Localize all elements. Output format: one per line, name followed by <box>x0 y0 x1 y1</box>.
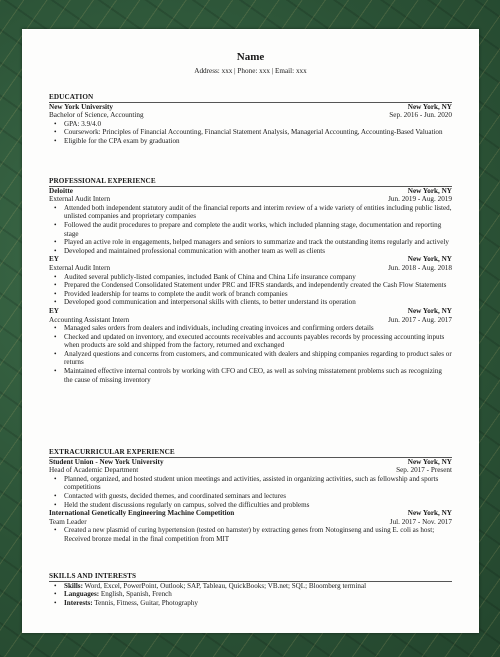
employer-name: EY <box>49 255 59 264</box>
job-role: External Audit Intern <box>49 195 111 204</box>
section-title: SKILLS AND INTERESTS <box>49 572 452 582</box>
bullet-item: • Developed good communication and interpersonal skills with clients, to better understand its operation <box>64 298 452 307</box>
bullet-item: • Eligible for the CPA exam by graduation <box>64 137 452 146</box>
bullet-item: • Played an active role in engagements, helped managers and seniors to summarize and track the outstanding items regularly and actively <box>64 238 452 247</box>
employer-location: New York, NY <box>407 306 452 315</box>
bullet-list <box>49 324 452 384</box>
bullet-list <box>49 204 452 256</box>
bullet-list <box>49 582 452 608</box>
employer-name: EY <box>49 306 59 315</box>
languages-item <box>64 590 452 599</box>
skills-section <box>49 572 452 607</box>
school-location: New York, NY <box>407 102 452 111</box>
degree: Bachelor of Science, Accounting <box>49 111 144 120</box>
activity-role: Team Leader <box>49 517 87 526</box>
job-dates: Jun. 2019 - Aug. 2019 <box>388 195 452 204</box>
languages-label: Languages: <box>64 590 100 599</box>
job-role: Accounting Assistant Intern <box>49 315 130 324</box>
bullet-item: • Planned, organized, and hosted student union meetings and activities, assisted in organizing activities, such as fellowship and sports competitions <box>64 475 452 492</box>
interests-label: Interests: <box>64 598 93 607</box>
skills-value: Word, Excel, PowerPoint, Outlook; SAP, Tableau, QuickBooks; VB.net; SQL; Bloomberg terminal <box>84 581 367 590</box>
bullet-item: • Checked and updated on inventory, and executed accounts receivables and accounts payables records by processing accounting inputs when products are sold and shipped from the factory, returned and exchanged <box>64 333 452 350</box>
skills-label: Skills: <box>64 581 83 590</box>
experience-section <box>49 177 452 384</box>
bullet-item: • Audited several publicly-listed companies, included Bank of China and China Life insurance company <box>64 273 452 282</box>
bullet-item: • Contacted with guests, decided themes, and coordinated seminars and lectures <box>64 492 452 501</box>
employer-name: Deloitte <box>49 186 73 195</box>
bullet-item: • Managed sales orders from dealers and individuals, including creating invoices and confirming orders details <box>64 324 452 333</box>
bullet-list <box>49 475 452 509</box>
activity-dates: Jul. 2017 - Nov. 2017 <box>389 517 452 526</box>
school-name: New York University <box>49 102 114 111</box>
bullet-item: • Attended both independent statutory audit of the financial reports and interim review of a wide variety of entities including public listed, unlisted companies and proprietary companies <box>64 204 452 221</box>
section-title: EXTRACURRICULAR EXPERIENCE <box>49 448 452 458</box>
bullet-list <box>49 273 452 307</box>
employer-location: New York, NY <box>407 255 452 264</box>
extracurricular-section <box>49 448 452 544</box>
skills-item <box>64 582 452 591</box>
resume-page <box>22 29 479 633</box>
bullet-item: • Analyzed questions and concerns from customers, and communicated with dealers and shipping companies regarding to product sales or returns <box>64 350 452 367</box>
job-dates: Jun. 2017 - Aug. 2017 <box>388 315 452 324</box>
bullet-item: • Held the student discussions regularly on campus, solved the difficulties and problems <box>64 501 452 510</box>
interests-value: Tennis, Fitness, Guitar, Photography <box>94 598 198 607</box>
job-role: External Audit Intern <box>49 263 111 272</box>
bullet-list <box>49 120 452 146</box>
activity-role: Head of Academic Department <box>49 466 139 475</box>
bullet-item: • Created a new plasmid of curing hypertension (tested on hamster) by extracting genes from Notoginseng and using E. coli as host; Received bronze medal in the final competition from MIT <box>64 526 452 543</box>
bullet-item: • GPA: 3.9/4.0 <box>64 120 452 129</box>
languages-value: English, Spanish, French <box>100 590 172 599</box>
organization-location: New York, NY <box>407 509 452 518</box>
interests-item <box>64 599 452 608</box>
education-section <box>49 93 452 146</box>
bullet-item: • Maintained effective internal controls by working with CFO and CEO, as well as solving misstatement problems such as recognizing the cause of missing inventory <box>64 367 452 384</box>
section-title: PROFESSIONAL EXPERIENCE <box>49 177 452 187</box>
organization-name: Student Union - New York University <box>49 457 164 466</box>
section-title: EDUCATION <box>49 93 452 103</box>
bullet-list <box>49 526 452 543</box>
job-dates: Jun. 2018 - Aug. 2018 <box>388 263 452 272</box>
resume-name: Name <box>236 51 265 63</box>
bullet-item: • Provided leadership for teams to complete the audit work of branch companies <box>64 290 452 299</box>
contact-line: Address: xxx | Phone: xxx | Email: xxx <box>194 67 307 75</box>
bullet-item: • Prepared the Condensed Consolidated Statement under PRC and IFRS standards, and independently created the Cash Flow Statements <box>64 281 452 290</box>
organization-name: International Genetically Engineering Machine Competition <box>49 509 235 518</box>
activity-dates: Sep. 2017 - Present <box>396 466 452 475</box>
bullet-item: • Developed and maintained professional communication with another team as well as clients <box>64 247 452 256</box>
bullet-item: • Followed the audit procedures to prepare and complete the audit works, which included planning stage, documentation and reporting stage <box>64 221 452 238</box>
bullet-item: • Coursework: Principles of Financial Accounting, Financial Statement Analysis, Managerial Accounting, Accounting-Based Valuation <box>64 128 452 137</box>
dates: Sep. 2016 - Jun. 2020 <box>389 111 452 120</box>
organization-location: New York, NY <box>407 457 452 466</box>
employer-location: New York, NY <box>407 186 452 195</box>
